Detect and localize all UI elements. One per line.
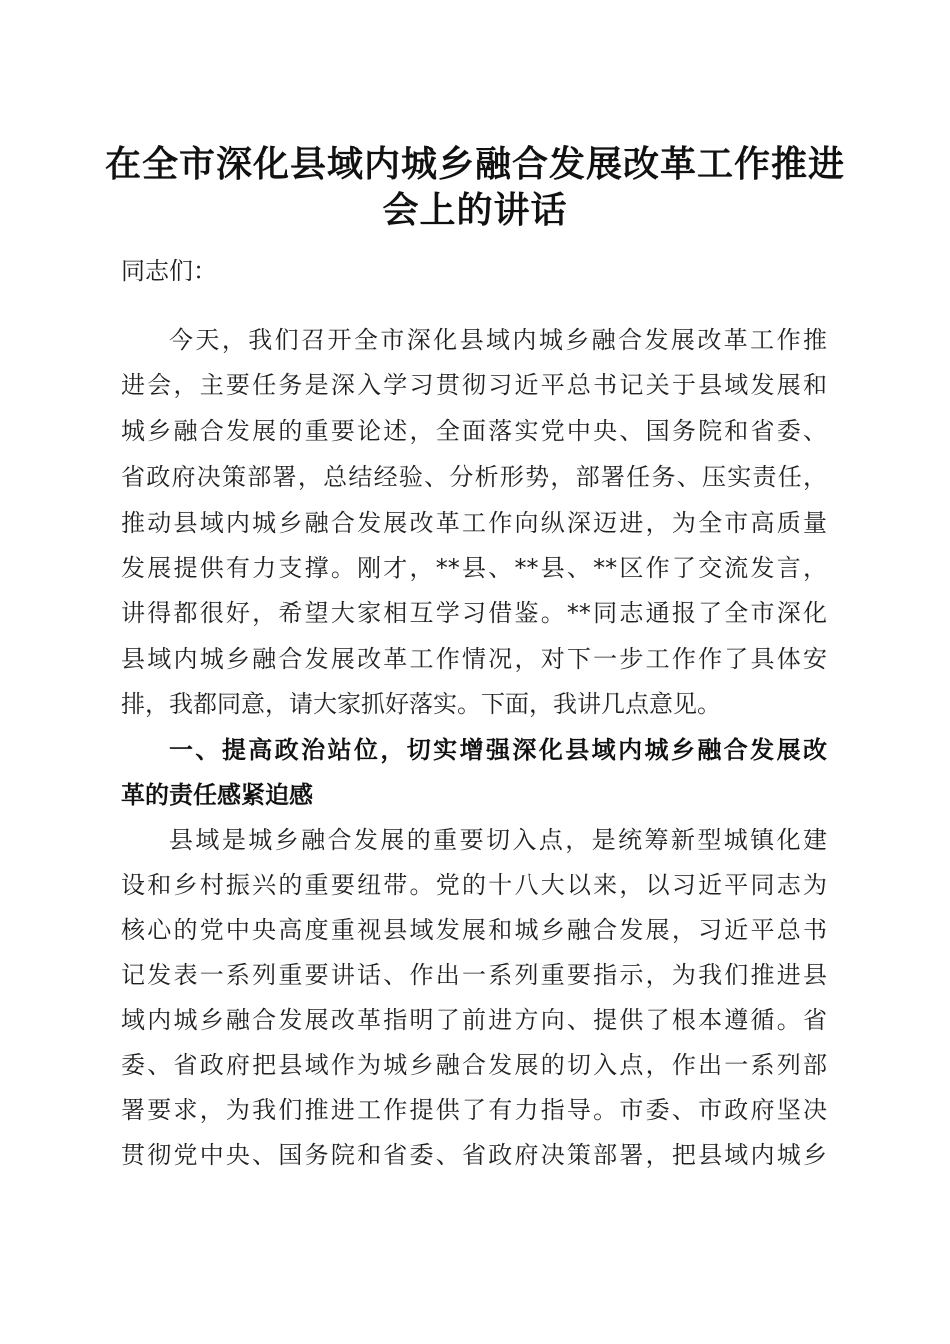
paragraph-1-line: 省政府决策部署，总结经验、分析形势，部署任务、压实责任， (121, 463, 827, 491)
paragraph-1-line: 推动县域内城乡融合发展改革工作向纵深迈进，为全市高质量 (121, 509, 827, 537)
paragraph-2-line: 域内城乡融合发展改革指明了前进方向、提供了根本遵循。省 (121, 1006, 827, 1034)
paragraph-2-line: 县域是城乡融合发展的重要切入点，是统筹新型城镇化建 (169, 826, 827, 854)
paragraph-1-line: 讲得都很好，希望大家相互学习借鉴。**同志通报了全市深化 (121, 599, 827, 627)
section-heading-1-line: 革的责任感紧迫感 (121, 781, 313, 809)
paragraph-1-line: 发展提供有力支撑。刚才，**县、**县、**区作了交流发言， (121, 554, 827, 582)
section-heading-1-line: 一、提高政治站位，切实增强深化县域内城乡融合发展改 (169, 736, 827, 764)
paragraph-2-line: 贯彻党中央、国务院和省委、省政府决策部署，把县域内城乡 (121, 1141, 827, 1169)
paragraph-2-line: 记发表一系列重要讲话、作出一系列重要指示，为我们推进县 (121, 961, 827, 989)
paragraph-1-line: 进会，主要任务是深入学习贯彻习近平总书记关于县域发展和 (121, 371, 827, 399)
paragraph-2-line: 署要求，为我们推进工作提供了有力指导。市委、市政府坚决 (121, 1096, 827, 1124)
paragraph-1-line: 县域内城乡融合发展改革工作情况，对下一步工作作了具体安 (121, 645, 827, 673)
paragraph-1-line: 排，我都同意，请大家抓好落实。下面，我讲几点意见。 (121, 690, 721, 718)
paragraph-2-line: 核心的党中央高度重视县域发展和城乡融合发展，习近平总书 (121, 916, 827, 944)
paragraph-1-line: 今天，我们召开全市深化县域内城乡融合发展改革工作推 (169, 326, 827, 354)
greeting: 同志们： (121, 257, 217, 285)
paragraph-2-line: 设和乡村振兴的重要纽带。党的十八大以来，以习近平同志为 (121, 871, 827, 899)
document-title-line-2: 会上的讲话 (382, 189, 568, 231)
document-title-line-1: 在全市深化县域内城乡融合发展改革工作推进 (104, 143, 845, 185)
paragraph-2-line: 委、省政府把县域作为城乡融合发展的切入点，作出一系列部 (121, 1051, 827, 1079)
paragraph-1-line: 城乡融合发展的重要论述，全面落实党中央、国务院和省委、 (121, 417, 827, 445)
